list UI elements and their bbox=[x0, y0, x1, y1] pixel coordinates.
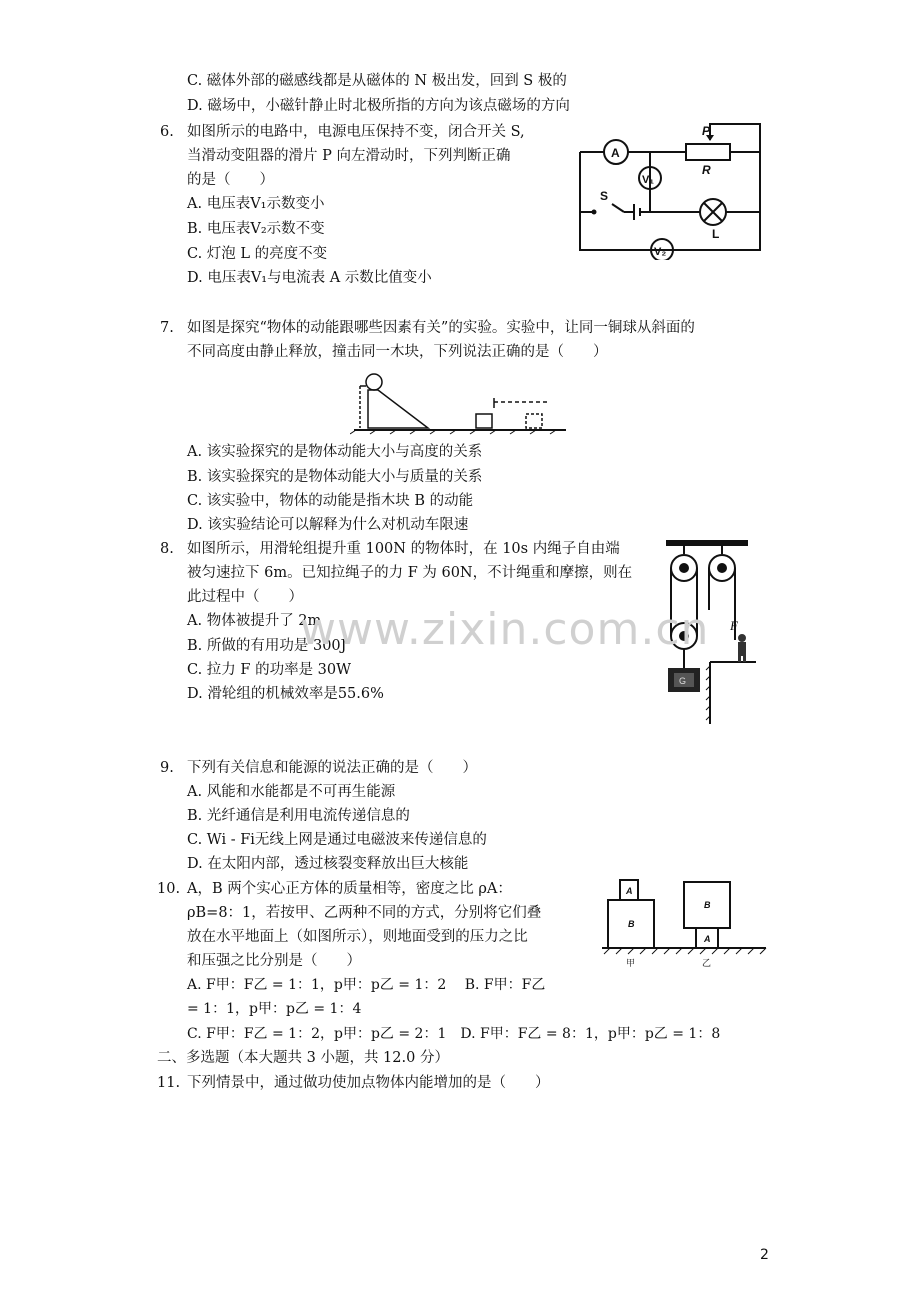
q8-stem-line3: 此过程中（ ） bbox=[187, 589, 303, 605]
q7-option-a: A. 该实验探究的是物体动能大小与高度的关系 bbox=[187, 444, 483, 460]
q8-option-b: B. 所做的有用功是 300J bbox=[187, 638, 347, 654]
q11-stem-line1: 下列情景中，通过做功使加点物体内能增加的是（ ） bbox=[187, 1075, 550, 1091]
q10-options-line1: A. F甲：F乙 = 1：1，p甲：p乙 = 1：2 B. F甲：F乙 bbox=[187, 977, 546, 993]
switch-pivot bbox=[592, 210, 597, 215]
q9-option-c: C. Wi - Fi无线上网是通过电磁波来传递信息的 bbox=[187, 832, 487, 848]
q8-stem-line2: 被匀速拉下 6m。已知拉绳子的力 F 为 60N，不计绳重和摩擦，则在 bbox=[187, 565, 633, 581]
q6-option-d: D. 电压表V₁与电流表 A 示数比值变小 bbox=[187, 270, 432, 286]
q9-option-d: D. 在太阳内部，透过核裂变释放出巨大核能 bbox=[187, 856, 469, 872]
q8-option-a: A. 物体被提升了 2m bbox=[187, 613, 322, 629]
force-label: F bbox=[730, 618, 738, 633]
q10-stem-line3: 放在水平地面上（如图所示），则地面受到的压力之比 bbox=[187, 929, 528, 945]
q6-stem-line1: 如图所示的电路中，电源电压保持不变，闭合开关 S, bbox=[187, 124, 525, 140]
q10-stacking-diagram bbox=[600, 876, 770, 970]
q8-number: 8. bbox=[160, 541, 174, 557]
q9-option-b: B. 光纤通信是利用电流传递信息的 bbox=[187, 808, 410, 824]
q9-number: 9. bbox=[160, 760, 174, 776]
s-label: S bbox=[600, 189, 609, 203]
v1-label: V₁ bbox=[642, 174, 654, 186]
stack1-top-label: A bbox=[626, 886, 633, 896]
q11-number: 11. bbox=[157, 1075, 181, 1091]
q6-option-b: B. 电压表V₂示数不变 bbox=[187, 221, 325, 237]
stack2-bottom-label: A bbox=[704, 934, 711, 944]
v2-label: V₂ bbox=[654, 246, 667, 258]
weight-label: G bbox=[679, 676, 687, 686]
label-yi: 乙 bbox=[702, 959, 712, 969]
q8-option-c: C. 拉力 F 的功率是 30W bbox=[187, 662, 352, 678]
q6-stem-line2: 当滑动变阻器的滑片 P 向左滑动时，下列判断正确 bbox=[187, 148, 511, 164]
q5-option-d: D. 磁场中，小磁针静止时北极所指的方向为该点磁场的方向 bbox=[187, 98, 570, 114]
q6-option-c: C. 灯泡 L 的亮度不变 bbox=[187, 246, 328, 262]
q10-options-line2: = 1：1，p甲：p乙 = 1：4 bbox=[187, 1001, 362, 1017]
q10-stem-line1: A，B 两个实心正方体的质量相等，密度之比 ρA： bbox=[187, 881, 512, 897]
l-label: L bbox=[712, 227, 720, 241]
q7-stem-line1: 如图是探究“物体的动能跟哪些因素有关”的实验。实验中，让同一铜球从斜面的 bbox=[187, 320, 695, 336]
page-number: 2 bbox=[760, 1247, 769, 1263]
q10-number: 10. bbox=[157, 881, 181, 897]
r-label: R bbox=[702, 163, 711, 177]
p-label: P bbox=[702, 124, 711, 138]
q6-number: 6. bbox=[160, 124, 174, 140]
q9-option-a: A. 风能和水能都是不可再生能源 bbox=[187, 784, 396, 800]
q7-stem-line2: 不同高度由静止释放，撞击同一木块，下列说法正确的是（ ） bbox=[187, 344, 608, 360]
q8-option-d: D. 滑轮组的机械效率是55.6% bbox=[187, 686, 384, 702]
q10-stem-line4: 和压强之比分别是（ ） bbox=[187, 953, 361, 969]
watermark: www.zixin.com.cn bbox=[300, 604, 710, 655]
q7-number: 7. bbox=[160, 320, 174, 336]
q8-stem-line1: 如图所示，用滑轮组提升重 100N 的物体时，在 10s 内绳子自由端 bbox=[187, 541, 620, 557]
q6-option-a: A. 电压表V₁示数变小 bbox=[187, 196, 325, 212]
q10-stem-line2: ρB=8：1，若按甲、乙两种不同的方式，分别将它们叠 bbox=[187, 905, 542, 921]
q7-option-b: B. 该实验探究的是物体动能大小与质量的关系 bbox=[187, 469, 483, 485]
q10-options-line3: C. F甲：F乙 = 1：2，p甲：p乙 = 2：1 D. F甲：F乙 = 8：1，p甲：p乙 = 1：8 bbox=[187, 1026, 721, 1042]
q6-circuit-diagram bbox=[572, 122, 768, 260]
q7-option-d: D. 该实验结论可以解释为什么对机动车限速 bbox=[187, 517, 469, 533]
section-heading-multi-choice: 二、多选题（本大题共 3 小题，共 12.0 分） bbox=[157, 1050, 449, 1066]
stack1-bottom-label: B bbox=[628, 919, 635, 929]
q9-stem-line1: 下列有关信息和能源的说法正确的是（ ） bbox=[187, 760, 477, 776]
q6-stem-line3: 的是（ ） bbox=[187, 172, 274, 188]
q7-option-c: C. 该实验中，物体的动能是指木块 B 的动能 bbox=[187, 493, 474, 509]
label-jia: 甲 bbox=[626, 959, 636, 969]
q5-option-c: C. 磁体外部的磁感线都是从磁体的 N 极出发，回到 S 极的 bbox=[187, 73, 567, 89]
stack2-top-label: B bbox=[704, 900, 711, 910]
ammeter-label: A bbox=[611, 146, 620, 160]
q7-incline-diagram bbox=[350, 366, 570, 436]
